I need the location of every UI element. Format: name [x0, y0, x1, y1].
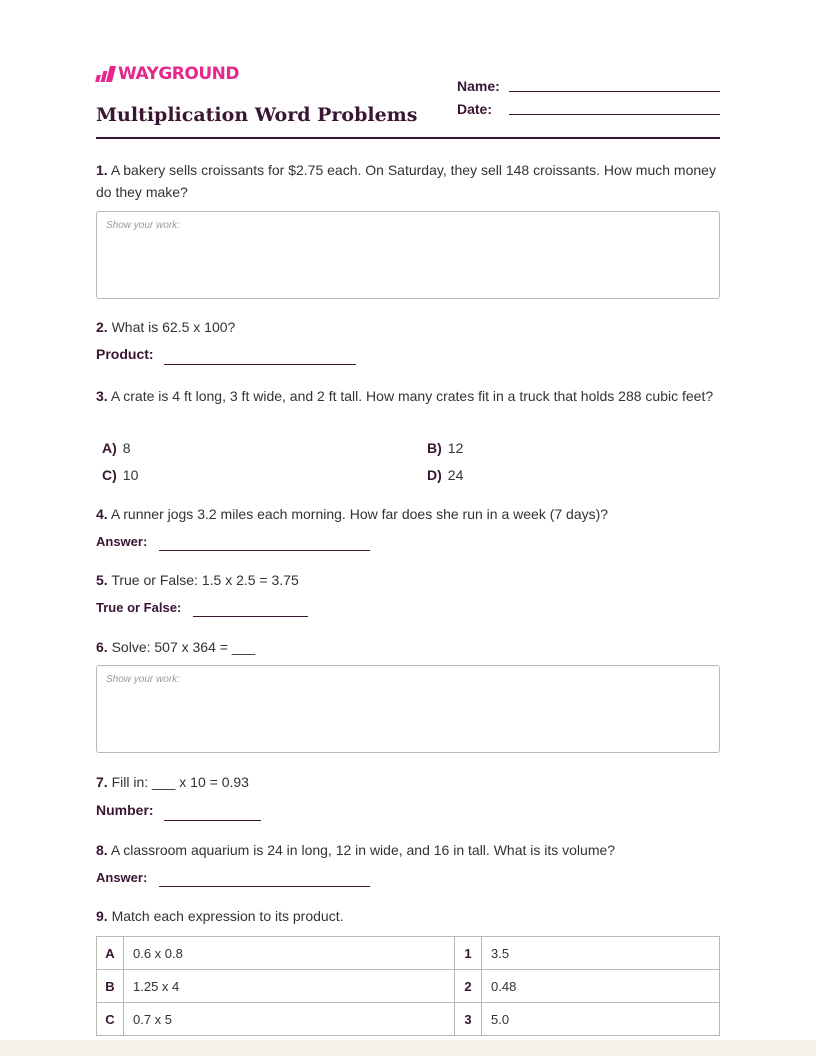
question-number: 3. [96, 388, 108, 404]
question-text: True or False: 1.5 x 2.5 = 3.75 [111, 572, 299, 588]
option-d[interactable]: D) 24 [427, 467, 464, 483]
expression-cell[interactable]: 0.7 x 5 [124, 1003, 455, 1036]
answer-line-8[interactable] [159, 886, 370, 887]
date-field[interactable] [509, 114, 720, 115]
question-number: 6. [96, 639, 108, 655]
question-number: 7. [96, 774, 108, 790]
work-box-6[interactable] [96, 665, 720, 753]
question-1 [96, 159, 720, 203]
question-7 [96, 771, 720, 793]
number-answer-line[interactable] [164, 820, 261, 821]
true-false-label: True or False: [96, 600, 182, 615]
question-number: 4. [96, 506, 108, 522]
question-text: A classroom aquarium is 24 in long, 12 in wide, and 16 in tall. What is its volume? [110, 842, 616, 858]
question-4 [96, 503, 720, 525]
date-label: Date: [457, 101, 493, 117]
question-2 [96, 316, 720, 338]
name-label: Name: [457, 78, 500, 94]
matching-table [96, 936, 720, 1036]
question-3 [96, 385, 720, 407]
question-text: Solve: 507 x 364 = ___ [111, 639, 256, 655]
left-key: B [97, 970, 124, 1003]
question-number: 1. [96, 162, 108, 178]
right-key: 3 [455, 1003, 482, 1036]
question-number: 2. [96, 319, 108, 335]
question-text: What is 62.5 x 100? [111, 319, 236, 335]
expression-cell[interactable]: 1.25 x 4 [124, 970, 455, 1003]
brand-logo [96, 64, 239, 84]
question-number: 9. [96, 908, 108, 924]
answer-label: Answer: [96, 534, 148, 549]
table-row [97, 937, 720, 970]
work-placeholder: Show your work: [106, 674, 180, 685]
question-number: 8. [96, 842, 108, 858]
header-divider [96, 137, 720, 139]
question-text: A bakery sells croissants for $2.75 each. On Saturday, they sell 148 croissants. How much money do they make? [96, 162, 716, 200]
name-field[interactable] [509, 91, 720, 92]
right-key: 1 [455, 937, 482, 970]
option-a[interactable]: A) 8 [102, 440, 131, 456]
question-text: Fill in: ___ x 10 = 0.93 [111, 774, 249, 790]
table-row [97, 970, 720, 1003]
product-answer-line[interactable] [164, 364, 356, 365]
true-false-line[interactable] [193, 616, 308, 617]
question-text: A runner jogs 3.2 miles each morning. How far does she run in a week (7 days)? [110, 506, 609, 522]
work-placeholder: Show your work: [106, 220, 180, 231]
expression-cell[interactable]: 0.6 x 0.8 [124, 937, 455, 970]
product-cell[interactable]: 3.5 [482, 937, 720, 970]
left-key: C [97, 1003, 124, 1036]
question-8 [96, 839, 720, 861]
question-6 [96, 636, 720, 658]
product-cell[interactable]: 5.0 [482, 1003, 720, 1036]
question-text: Match each expression to its product. [111, 908, 344, 924]
page-title: Multiplication Word Problems [96, 104, 418, 126]
question-9 [96, 905, 720, 927]
wayground-logo-icon [96, 66, 114, 82]
question-text: A crate is 4 ft long, 3 ft wide, and 2 ft tall. How many crates fit in a truck that holds 288 cubic feet? [110, 388, 714, 404]
brand-name: WAYGROUND [118, 64, 239, 84]
product-label: Product: [96, 346, 154, 362]
table-row [97, 1003, 720, 1036]
work-box-1[interactable] [96, 211, 720, 299]
product-cell[interactable]: 0.48 [482, 970, 720, 1003]
number-label: Number: [96, 802, 154, 818]
question-5 [96, 569, 720, 591]
answer-label: Answer: [96, 870, 148, 885]
option-b[interactable]: B) 12 [427, 440, 464, 456]
question-number: 5. [96, 572, 108, 588]
left-key: A [97, 937, 124, 970]
answer-line-4[interactable] [159, 550, 370, 551]
option-c[interactable]: C) 10 [102, 467, 139, 483]
right-key: 2 [455, 970, 482, 1003]
